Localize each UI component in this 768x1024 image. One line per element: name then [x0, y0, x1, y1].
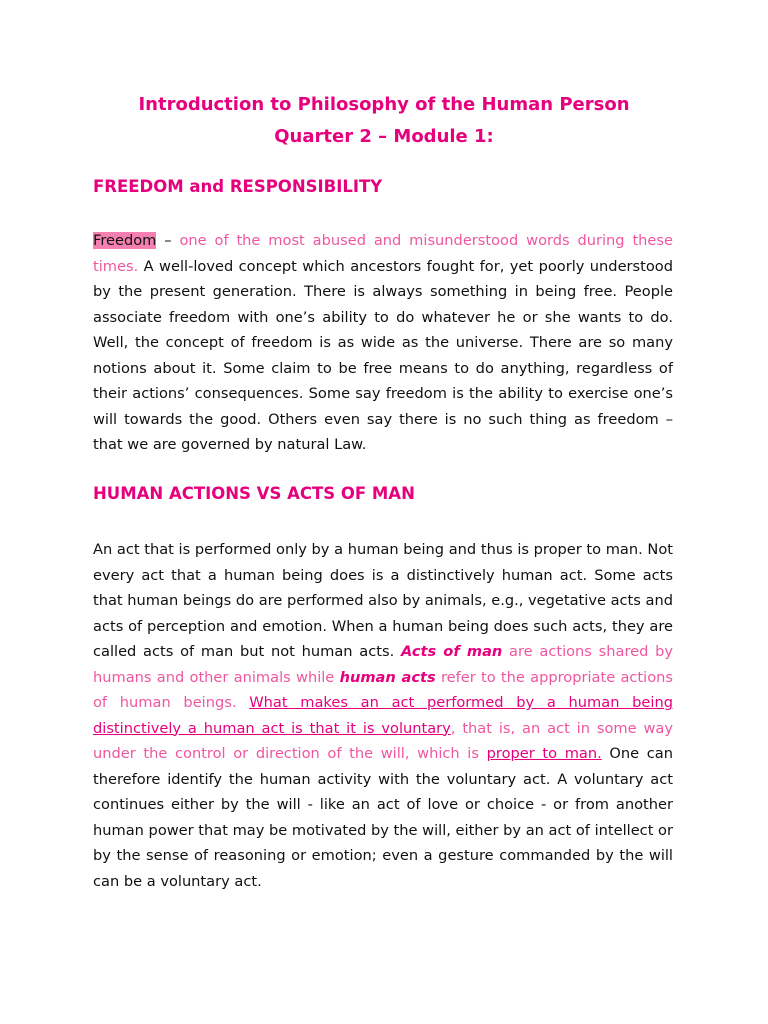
- human-actions-text-4: , that is, an act in some way under the control or direction of the will, which is: [93, 719, 673, 762]
- freedom-dash: –: [156, 232, 180, 249]
- human-actions-text-3: refer to the appropriate actions of human beings.: [93, 668, 673, 711]
- human-actions-paragraph: [93, 537, 673, 894]
- human-acts-term: human acts: [339, 668, 436, 686]
- human-actions-text-2: are actions shared by humans and other animals while: [93, 643, 674, 686]
- human-actions-text-1: An act that is performed only by a human being and thus is proper to man. Not every act that a human being does is a distinctively human act. Some acts that human beings do are performed also by animals, e.g., vegetative acts and acts of perception and emotion. When a human being does such acts, they are called acts of man but not human acts.: [93, 541, 673, 660]
- page-title: Introduction to Philosophy of the Human Person: [138, 94, 630, 115]
- freedom-definition: one of the most abused and misunderstood words during these times.: [93, 232, 673, 275]
- freedom-heading: FREEDOM and RESPONSIBILITY: [93, 177, 383, 196]
- freedom-paragraph: [93, 228, 673, 458]
- acts-of-man-term: Acts of man: [400, 643, 503, 660]
- human-actions-heading: HUMAN ACTIONS VS ACTS OF MAN: [93, 484, 415, 503]
- title-block: [0, 89, 768, 153]
- freedom-body: A well-loved concept which ancestors fought for, yet poorly understood by the present generation. There is always something in being free. People associate freedom with one’s ability to do whatever he or she wants to do. Well, the concept of freedom is as wide as the universe. There are so many notions about it. Some claim to be free means to do anything, regardless of their actions’ consequences. Some say freedom is the ability to exercise one’s will towards the good. Others even say there is no such thing as freedom – that we are governed by natural Law.: [93, 257, 673, 453]
- voluntary-definition: What makes an act performed by a human being distinctively a human act is that it is voluntary: [93, 694, 673, 737]
- proper-to-man: proper to man.: [486, 745, 602, 762]
- human-actions-text-5: One can therefore identify the human activity with the voluntary act. A voluntary act continues either by the will - like an act of love or choice - or from another human power that may be motivated by the will, either by an act of intellect or by the sense of reasoning or emotion; even a gesture commanded by the will can be a voluntary act.: [93, 745, 673, 890]
- module-subtitle: Quarter 2 – Module 1:: [274, 126, 494, 147]
- freedom-term: Freedom: [93, 232, 157, 249]
